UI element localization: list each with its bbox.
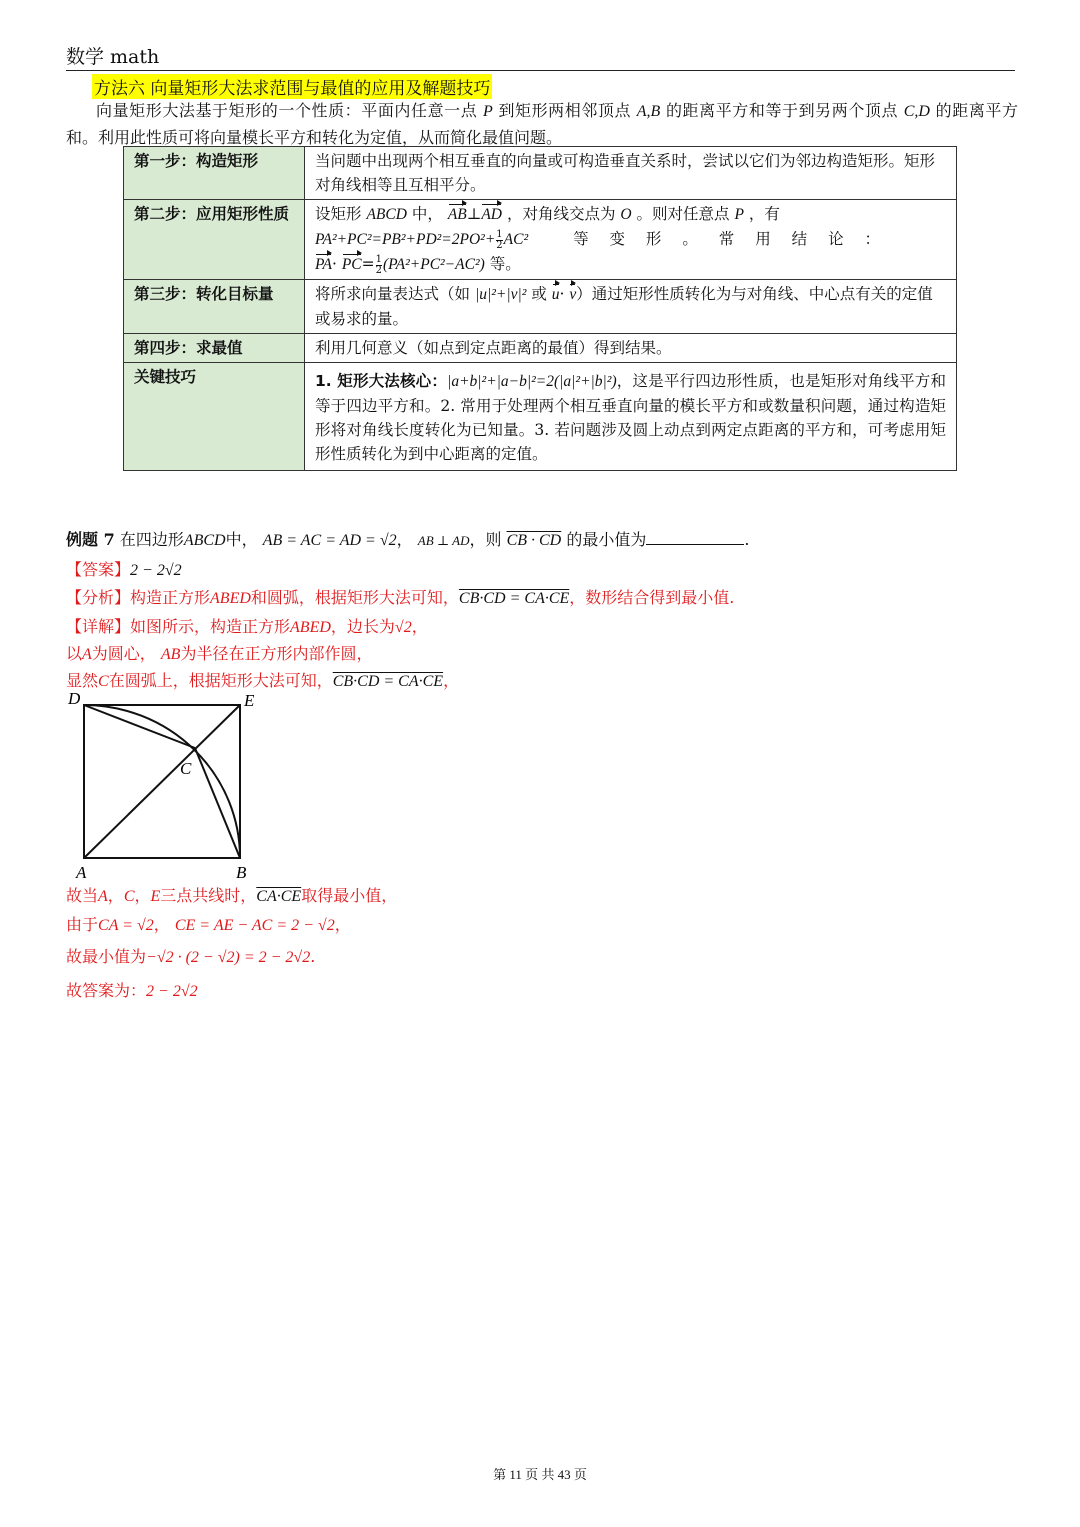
step-content (305, 280, 957, 334)
analysis-line (66, 585, 734, 608)
text: ， (443, 671, 460, 690)
var: ABED (210, 590, 251, 607)
formula: |u|²+|v|² (474, 286, 527, 303)
text: 等 变 形 。 常 用 结 论 ： (573, 230, 888, 248)
vector: PA (315, 253, 332, 277)
text: 取得最小值， (301, 886, 398, 905)
text: ，这是平行四边形性质，也是矩形对角线平方和等于四边平方和。2. 常用于处理两个相互垂直向量的模长平方和或数量积问题，通过构造矩形将对角线长度转化为已知量。3. 若问题涉及圆上动点到两定点距离的平方和，可考虑用矩形性质转化为到中心距离的定值。 (315, 372, 946, 463)
text: 故最小值为 (66, 947, 147, 966)
dot: · (331, 255, 337, 273)
formula: CE = AE − AC = 2 − √2 (174, 917, 335, 934)
page-footer: 第 11 页 共 43 页 (493, 1467, 587, 1482)
table-row (124, 147, 957, 200)
table-row (124, 334, 957, 363)
perp-symbol: ⊥ (466, 205, 482, 223)
text: 故当 (66, 886, 99, 905)
fraction-half (496, 230, 502, 251)
step-content (305, 363, 957, 471)
text: 由于 (66, 915, 99, 934)
condition: AB ⊥ AD (417, 533, 470, 548)
text: ，数形结合得到最小值. (569, 588, 735, 607)
text: 将所求向量表达式（如 (315, 285, 471, 303)
var: C (98, 673, 109, 690)
text: 或 (531, 285, 547, 303)
step-label: 第四步：求最值 (124, 334, 305, 363)
var: ABCD (183, 532, 226, 549)
page-header: 数学 math (66, 46, 160, 68)
text: 三点共线时， (160, 886, 257, 905)
text: 故答案为： (66, 981, 147, 1000)
square-arc-figure (66, 688, 266, 880)
intro-text: 向量矩形大法基于矩形的一个性质：平面内任意一点 (96, 101, 478, 120)
steps-table (123, 146, 957, 471)
method-title: 方法六 向量矩形大法求范围与最值的应用及解题技巧 (92, 74, 492, 99)
answer-blank (646, 530, 744, 545)
detail-line (66, 641, 372, 664)
text: 在四边形 (119, 530, 184, 549)
label-C: C (180, 759, 192, 778)
step-content: 当问题中出现两个相互垂直的向量或可构造垂直关系时，尝试以它们为邻边构造矩形。矩形对角线相等且互相平分。 (305, 147, 957, 200)
step-label: 第一步：构造矩形 (124, 147, 305, 200)
intro-text: 的距离平方和。利用此性质可将向量模长平方和转化为定值，从而简化最值问题。 (66, 101, 1018, 147)
text: ， (396, 530, 413, 549)
detail-line (66, 614, 428, 637)
step-label: 第二步：应用矩形性质 (124, 200, 305, 280)
var: A (98, 888, 108, 905)
text: ， (134, 886, 151, 905)
table-row (124, 363, 957, 471)
vector: AD (481, 203, 502, 227)
dot: · (559, 285, 565, 303)
text: 中， (225, 530, 258, 549)
text: 设矩形 (315, 205, 362, 223)
var: √2 (394, 619, 412, 636)
detail-line (66, 978, 198, 1001)
header-divider (66, 70, 1015, 71)
text: 为圆心， (91, 644, 156, 663)
text: 中， (411, 205, 443, 223)
target-expr: CB · CD (506, 532, 562, 549)
var: P (734, 206, 744, 223)
detail-tag: 【详解】 (66, 617, 131, 636)
text: 如图所示，构造正方形 (130, 617, 291, 636)
text: 。则对任意点 (636, 205, 730, 223)
condition: AB = AC = AD = √2 (262, 532, 397, 549)
example-label: 例题 7 (66, 530, 115, 549)
step-label: 第三步：转化目标量 (124, 280, 305, 334)
formula: CA·CE (256, 888, 302, 905)
text: . (744, 530, 750, 549)
detail-line (66, 883, 397, 906)
step-label: 关键技巧 (124, 363, 305, 471)
equals: = (361, 255, 375, 273)
formula: (PA²+PC²−AC²) (383, 256, 485, 273)
text: 的最小值为 (566, 530, 647, 549)
formula: AC² (503, 231, 529, 248)
text: 等。 (489, 255, 521, 273)
var: C (123, 888, 135, 905)
formula: 2 − 2√2 (146, 983, 198, 1000)
text: ， (334, 915, 351, 934)
text: ，对角线交点为 (506, 205, 616, 223)
denominator: 2 (496, 239, 503, 251)
method-intro (66, 98, 1018, 151)
text: ， (153, 915, 170, 934)
var: A (82, 646, 92, 663)
var: E (150, 888, 161, 905)
example-question (66, 527, 749, 550)
table-row (124, 200, 957, 280)
var: O (620, 206, 632, 223)
text: 构造正方形 (130, 588, 211, 607)
vector: v (569, 283, 576, 307)
text: ， (107, 886, 124, 905)
step-content: 利用几何意义（如点到定点距离的最值）得到结果。 (305, 334, 957, 363)
analysis-tag: 【分析】 (66, 588, 131, 607)
detail-line (66, 944, 315, 967)
vector: AB (448, 203, 467, 227)
table-row (124, 280, 957, 334)
label-B: B (236, 863, 247, 880)
label-D: D (68, 689, 81, 708)
text: 在圆弧上，根据矩形大法可知， (108, 671, 333, 690)
text: 和圆弧，根据矩形大法可知， (250, 588, 459, 607)
line-cb (195, 748, 240, 858)
formula: −√2 · (2 − √2) = 2 − 2√2 (146, 949, 311, 966)
text: ，边长为 (330, 617, 395, 636)
denominator: 2 (375, 264, 383, 276)
text: 为半径在正方形内部作圆， (180, 644, 373, 663)
formula: |a+b|²+|a−b|²=2(|a|²+|b|²) (447, 373, 617, 390)
formula: CB·CD = CA·CE (458, 590, 570, 607)
intro-text: 的距离平方和等于到另两个顶点 (665, 101, 899, 120)
answer-line (66, 557, 182, 580)
intro-text: 到矩形两相邻顶点 (498, 101, 632, 120)
label-E: E (244, 691, 255, 710)
numerator: 1 (496, 228, 503, 240)
step-content (305, 200, 957, 280)
intro-var: P (482, 103, 493, 120)
formula: CA = √2 (98, 917, 154, 934)
var: ABED (290, 619, 331, 636)
text: ，有 (748, 205, 780, 223)
answer-value: 2 − 2√2 (130, 562, 182, 579)
fraction-half (376, 255, 382, 276)
formula: CB·CD = CA·CE (332, 673, 444, 690)
answer-tag: 【答案】 (66, 560, 131, 579)
var: AB (160, 646, 181, 663)
text: ，则 (469, 530, 502, 549)
text: . (310, 947, 316, 966)
text: ， (411, 617, 428, 636)
var: ABCD (366, 206, 407, 223)
numerator: 1 (375, 253, 383, 265)
vector: u (552, 283, 560, 307)
label-A: A (76, 863, 87, 880)
text: 1. 矩形大法核心： (315, 372, 448, 390)
formula: PA²+PC²=PB²+PD²=2PO²+ (315, 231, 496, 248)
intro-var: A,B (636, 103, 661, 120)
vector: PC (342, 253, 362, 277)
text: 以 (66, 644, 83, 663)
text: 显然 (66, 671, 99, 690)
intro-var: C,D (903, 103, 930, 120)
diagonal-ae (84, 705, 240, 858)
text: ）通过矩形性质转化为与对角线、中心点有关的定值或易求的量。 (315, 285, 933, 328)
detail-line (66, 912, 351, 935)
line-dc (84, 705, 195, 748)
